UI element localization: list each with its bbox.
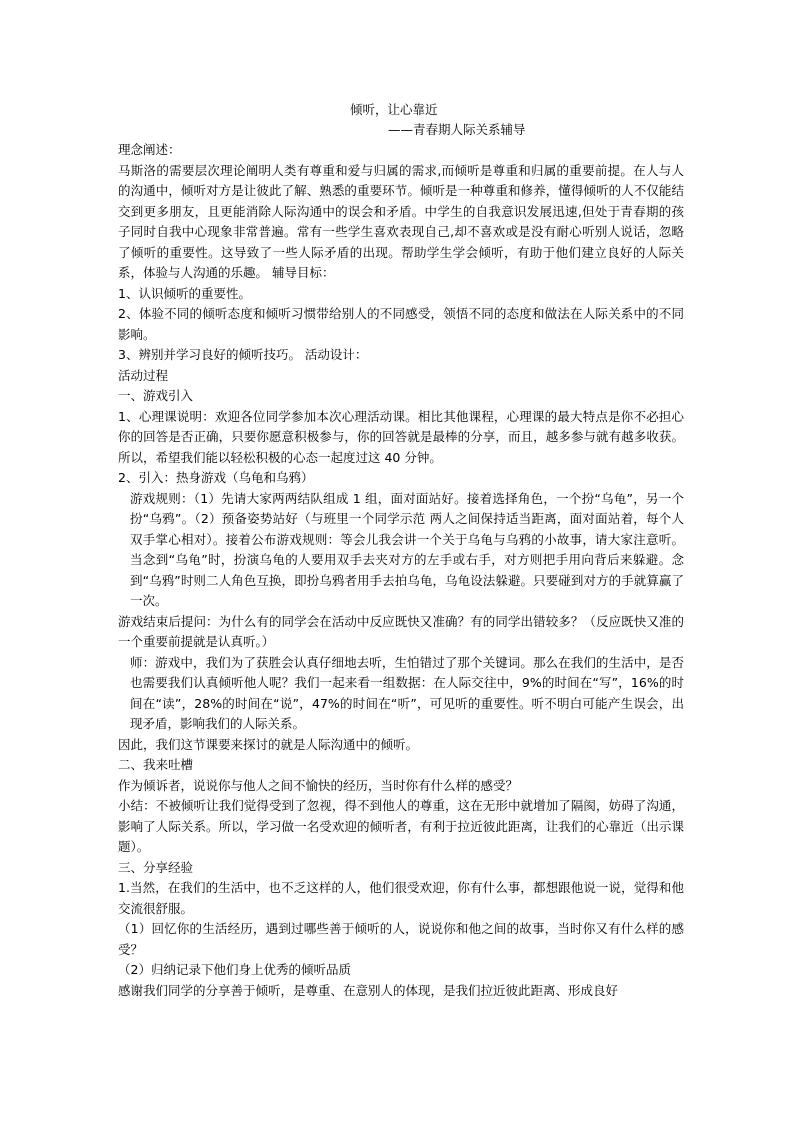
document-page — [118, 100, 684, 1001]
goal-item-3: 3、辨别并学习良好的倾听技巧。 活动设计： — [118, 347, 368, 362]
experience-question-2: （2）归纳记录下他们身上优秀的倾听品质 — [118, 962, 351, 977]
class-intro-paragraph: 1、心理课说明：欢迎各位同学参加本次心理活动课。相比其他课程，心理课的最大特点是你不必担心你的回答是否正确，只要你愿意积极参与，你的回答就是最棒的分享，而且，越多参与就有越多收获。所以，希望我们能以轻松积极的心态一起度过这 40 分钟。 — [118, 408, 684, 465]
goal-item-1: 1、认识倾听的重要性。 — [118, 285, 251, 301]
document-title: 倾听，让心靠近 — [350, 102, 438, 117]
rationale-paragraph: 马斯洛的需要层次理论阐明人类有尊重和爱与归属的需求,而倾听是尊重和归属的重要前提。在人与人的沟通中，倾听对方是让彼此了解、熟悉的重要环节。倾听是一种尊重和修养，懂得倾听的人不仅能结交到更多朋友，且更能消除人际沟通中的误会和矛盾。中学生的自我意识发展迅速,但处于青春期的孩子同时自我中心现象非常普遍。常有一些学生喜欢表现自己,却不喜欢或是没有耐心听别人说话，忽略了倾听的重要性。这导致了一些人际矛盾的出现。帮助学生学会倾听，有助于他们建立良好的人际关系，体验与人沟通的乐趣。 辅导目标： — [118, 162, 684, 280]
post-game-question: 游戏结束后提问：为什么有的同学会在活动中反应既快又准确？有的同学出错较多？（反应既快又准的一个重要前提就是认真听。） — [118, 613, 684, 649]
lesson-topic-paragraph: 因此，我们这节课要来探讨的就是人际沟通中的倾听。 — [118, 736, 419, 752]
section-heading-3: 三、分享经验 — [118, 859, 194, 875]
teacher-remarks-paragraph: 师：游戏中，我们为了获胜会认真仔细地去听，生怕错过了那个关键词。那么在我们的生活中，是否也需要我们认真倾听他人呢？我们一起来看一组数据：在人际交往中，9%的时间在“写”，16%的时间在“读”，28%的时间在“说”，47%的时间在“听”，可见听的重要性。听不明白可能产生误会，出现矛盾，影响我们的人际关系。 — [130, 654, 684, 731]
game-rules-paragraph: 游戏规则：（1）先请大家两两结队组成 1 组，面对面站好。接着选择角色，一个扮“乌龟”，另一个扮“乌鸦”。（2）预备姿势站好（与班里一个同学示范 两人之间保持适当距离，面对面站着，每个人双手掌心相对）。接着公布游戏规则：等会儿我会讲一个关于乌龟与乌鸦的小故事，请大家注意听。当念到“乌龟”时，扮演乌龟的人要用双手去夹对方的左手或右手，对方则把手用向背后来躲避。念到“乌鸦”时则二人角色互换，即扮乌鸦者用手去拍乌龟，乌龟设法躲避。只要碰到对方的手就算赢了一次。 — [130, 490, 684, 608]
document-subtitle: ——青春期人际关系辅导 — [388, 122, 526, 137]
section-heading-1: 一、游戏引入 — [118, 388, 194, 403]
experience-paragraph: 1.当然，在我们的生活中，也不乏这样的人，他们很受欢迎，你有什么事，都想跟他说一说，觉得和他交流很舒服。 — [118, 880, 684, 916]
complaint-prompt: 作为倾诉者，说说你与他人之间不愉快的经历，当时你有什么样的感受？ — [118, 777, 519, 793]
activity-process-heading: 活动过程 — [118, 367, 169, 383]
warmup-game-heading: 2、引入：热身游戏（乌龟和乌鸦） — [118, 470, 314, 485]
closing-paragraph: 感谢我们同学的分享善于倾听，是尊重、在意别人的体现，是我们拉近彼此距离、形成良好 — [118, 982, 619, 998]
rationale-heading: 理念阐述： — [118, 142, 181, 157]
experience-question-1: （1）回忆你的生活经历，遇到过哪些善于倾听的人，说说你和他之间的故事，当时你又有什么样的感受？ — [118, 921, 684, 957]
goal-item-2: 2、体验不同的倾听态度和倾听习惯带给别人的不同感受，领悟不同的态度和做法在人际关系中的不同影响。 — [118, 306, 684, 342]
summary-paragraph: 小结：不被倾听让我们觉得受到了忽视，得不到他人的尊重，这在无形中就增加了隔阂，妨碍了沟通，影响了人际关系。所以，学习做一名受欢迎的倾听者，有利于拉近彼此距离，让我们的心靠近（出示课题）。 — [118, 798, 684, 854]
section-heading-2: 二、我来吐槽 — [118, 757, 194, 772]
